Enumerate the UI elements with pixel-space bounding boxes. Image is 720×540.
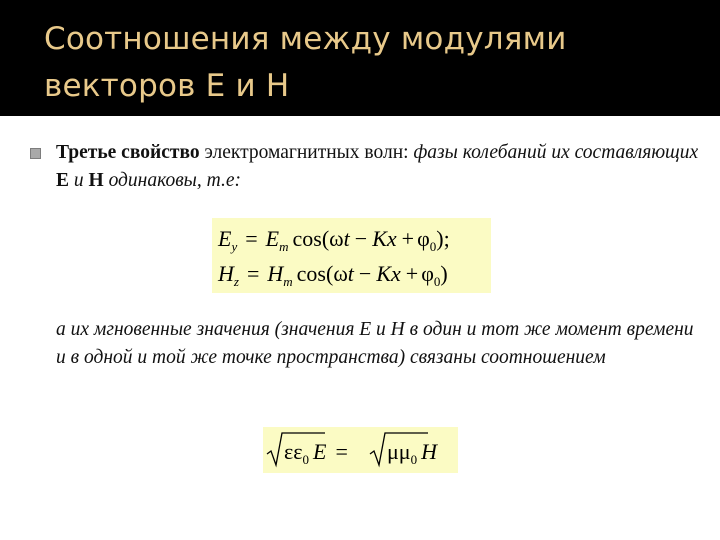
omega-1: ω xyxy=(329,226,344,251)
phi-1: φ xyxy=(417,226,430,251)
eps-symbols: εε xyxy=(284,439,303,464)
em-symbol: E xyxy=(265,226,280,251)
kx-term-1: Kx xyxy=(372,226,397,251)
svg-text:Hz=Hmcos(ωt−Kx+φ0) xyxy=(217,261,448,289)
italic-text-1: фазы колебаний их составляющих xyxy=(413,142,699,163)
wave-equations-formula xyxy=(212,218,491,293)
equals-sign: = xyxy=(335,439,348,464)
slide-title xyxy=(44,16,684,110)
and-word: и xyxy=(69,170,89,191)
cos-function-2: cos( xyxy=(296,261,334,286)
e-h-relation-svg xyxy=(263,427,458,473)
em-subscript: m xyxy=(279,239,289,254)
h-variable: H xyxy=(421,439,437,464)
mu-subscript: 0 xyxy=(410,452,418,467)
closing-paren-1: ); xyxy=(436,226,450,251)
hz-symbol: H xyxy=(218,261,234,286)
wave-equations-svg xyxy=(212,218,491,293)
plus-sign-1: + xyxy=(401,226,415,251)
instantaneous-values-paragraph: а их мгновенные значения (значения Е и Н в один и тот же момент времени и в одной и той же точке пространства) связаны соотношением xyxy=(56,319,694,368)
t-variable-1: t xyxy=(343,226,350,251)
title-line-1: Соотношения между модулями xyxy=(44,21,567,57)
lead-bold-text: Третье свойство xyxy=(56,142,200,163)
svg-text:Ey=Emcos(ωt−Kx+φ0); xyxy=(217,226,450,254)
mu-symbols: μμ xyxy=(387,439,411,464)
e-variable: E xyxy=(312,439,327,464)
eq-sign-2: = xyxy=(246,261,260,286)
italic-text-2: одинаковы, т.е: xyxy=(103,170,241,191)
letter-e: Е xyxy=(56,170,70,191)
hm-subscript: m xyxy=(283,274,293,289)
t-variable-2: t xyxy=(347,261,354,286)
cos-function-1: cos( xyxy=(292,226,330,251)
ey-symbol: E xyxy=(218,226,232,251)
hz-subscript: z xyxy=(233,274,239,289)
lead-regular-text: электромагнитных волн: xyxy=(199,142,414,163)
slide-header xyxy=(0,0,720,116)
title-line-2: векторов Е и Н xyxy=(44,68,290,104)
letter-h: Н xyxy=(88,170,104,191)
ey-subscript: y xyxy=(231,239,238,254)
phi-2: φ xyxy=(421,261,434,286)
eq-sign-1: = xyxy=(245,226,258,251)
hm-symbol: H xyxy=(267,261,284,286)
omega-2: ω xyxy=(333,261,348,286)
phi-subscript-2: 0 xyxy=(433,274,441,289)
e-h-relation-formula xyxy=(263,427,458,473)
minus-sign-2: − xyxy=(358,261,372,286)
plus-sign-2: + xyxy=(405,261,419,286)
minus-sign-1: − xyxy=(354,226,368,251)
bullet-square-icon xyxy=(30,148,41,159)
eps-subscript: 0 xyxy=(302,452,309,467)
phi-subscript-1: 0 xyxy=(429,239,437,254)
closing-paren-2: ) xyxy=(440,261,448,286)
bullet-paragraph xyxy=(56,139,706,195)
svg-text:μμ0H xyxy=(387,439,438,467)
svg-text:εε0E= xyxy=(284,439,348,467)
kx-term-2: Kx xyxy=(376,261,401,286)
